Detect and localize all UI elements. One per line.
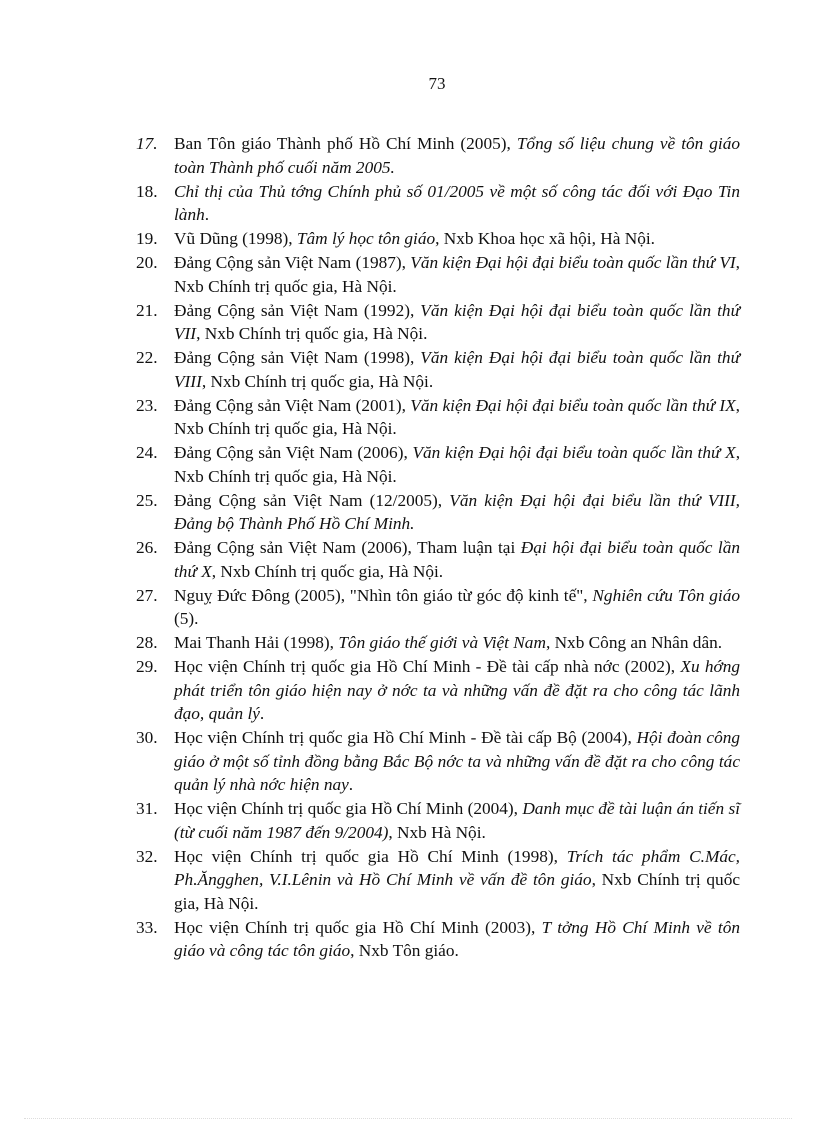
reference-number: 32. bbox=[136, 846, 158, 866]
reference-title: Trích tác phẩm C.Mác, Ph.Ăngghen, V.I.Lênin và Hồ Chí Minh về vấn đề tôn giáo bbox=[174, 846, 740, 889]
reference-number: 25. bbox=[136, 490, 158, 510]
reference-title: Tôn giáo thế giới và Việt Nam bbox=[338, 633, 546, 652]
reference-number: 26. bbox=[136, 538, 158, 557]
reference-text bbox=[174, 251, 740, 298]
reference-item bbox=[136, 346, 740, 393]
reference-segment: Đảng Cộng sản Việt Nam (1992), bbox=[174, 300, 421, 320]
reference-segment: Ban Tôn giáo Thành phố Hồ Chí Minh (2005), bbox=[174, 134, 517, 153]
reference-number: 23. bbox=[136, 395, 158, 415]
reference-number: 27. bbox=[136, 585, 158, 605]
reference-title: Xu hớng phát triển tôn giáo hiện nay ở nớc ta và những vấn đề đặt ra cho công tác lãnh đạo, quản lý bbox=[174, 657, 740, 723]
reference-segment: , Nxb Khoa học xã hội, Hà Nội. bbox=[435, 229, 655, 248]
reference-segment: Học viện Chính trị quốc gia Hồ Chí Minh (2003), bbox=[174, 917, 542, 937]
reference-segment: Vũ Dũng (1998), bbox=[174, 229, 297, 248]
reference-item bbox=[136, 227, 740, 251]
reference-item bbox=[136, 132, 740, 179]
reference-item bbox=[136, 299, 740, 346]
reference-segment: , Nxb Hà Nội. bbox=[388, 822, 486, 842]
reference-text bbox=[174, 489, 740, 536]
reference-item bbox=[136, 394, 740, 441]
reference-title: Văn kiện Đại hội đại biểu toàn quốc lần thứ VI bbox=[410, 253, 736, 272]
reference-text bbox=[174, 441, 740, 488]
reference-text bbox=[174, 394, 740, 441]
reference-title: Hội đoàn công giáo ở một số tỉnh đồng bằng Bắc Bộ nớc ta và những vấn đề đặt ra cho công tác quản lý nhà nớc hiện nay bbox=[174, 728, 740, 794]
reference-segment: Đảng Cộng sản Việt Nam (1987), bbox=[174, 253, 411, 272]
reference-title: Văn kiện Đại hội đại biểu toàn quốc lần thứ IX bbox=[410, 395, 736, 415]
reference-number: 31. bbox=[136, 799, 158, 818]
reference-segment: , Nxb Chính trị quốc gia, Hà Nội. bbox=[201, 371, 434, 391]
reference-item bbox=[136, 726, 740, 797]
reference-segment: , Nxb Chính trị quốc gia, Hà Nội. bbox=[174, 253, 740, 296]
reference-text bbox=[174, 346, 740, 393]
reference-item bbox=[136, 916, 740, 963]
reference-segment: Học viện Chính trị quốc gia Hồ Chí Minh (2004), bbox=[174, 799, 523, 818]
reference-item bbox=[136, 655, 740, 726]
reference-number: 21. bbox=[136, 300, 158, 320]
reference-text bbox=[174, 797, 740, 844]
page-number: 73 bbox=[428, 74, 446, 93]
reference-title: Văn kiện Đại hội đại biểu toàn quốc lần thứ VIII bbox=[174, 348, 740, 391]
reference-title: Chỉ thị của Thủ tớng Chính phủ số 01/2005 về một số công tác đối với Đạo Tin lành bbox=[174, 181, 740, 224]
reference-title: Đại hội đại biểu toàn quốc lần thứ X bbox=[174, 538, 740, 581]
reference-segment: Đảng Cộng sản Việt Nam (2006), Tham luận tại bbox=[174, 538, 521, 557]
reference-number: 17. bbox=[136, 134, 158, 153]
reference-segment: , Nxb Chính trị quốc gia, Hà Nội. bbox=[196, 324, 428, 343]
reference-item bbox=[136, 631, 740, 655]
reference-title: Nghiên cứu Tôn giáo bbox=[592, 585, 740, 605]
reference-number: 22. bbox=[136, 348, 158, 367]
reference-number: 24. bbox=[136, 443, 158, 462]
reference-item bbox=[136, 441, 740, 488]
reference-title: Văn kiện Đại hội đại biểu lần thứ VIII, Đảng bộ Thành Phố Hồ Chí Minh. bbox=[174, 490, 740, 533]
reference-segment: , Nxb Chính trị quốc gia, Hà Nội. bbox=[174, 443, 741, 486]
reference-title: T tởng Hồ Chí Minh về tôn giáo và công tác tôn giáo bbox=[174, 917, 740, 960]
reference-number: 18. bbox=[136, 181, 158, 201]
reference-item bbox=[136, 584, 740, 631]
reference-title: Văn kiện Đại hội đại biểu toàn quốc lần thứ VII bbox=[174, 300, 740, 343]
reference-segment: , Nxb Chính trị quốc gia, Hà Nội. bbox=[211, 561, 444, 581]
reference-segment: Học viện Chính trị quốc gia Hồ Chí Minh - Đề tài cấp Bộ (2004), bbox=[174, 728, 637, 747]
reference-item bbox=[136, 489, 740, 536]
reference-title: Danh mục đề tài luận án tiến sĩ (từ cuối năm 1987 đến 9/2004) bbox=[174, 799, 740, 842]
reference-text bbox=[174, 227, 740, 251]
reference-number: 20. bbox=[136, 253, 158, 272]
reference-title: Văn kiện Đại hội đại biểu toàn quốc lần thứ X bbox=[412, 443, 736, 462]
reference-text bbox=[174, 584, 740, 631]
reference-text bbox=[174, 726, 740, 797]
reference-text bbox=[174, 132, 740, 179]
reference-segment: , Nxb Chính trị quốc gia, Hà Nội. bbox=[174, 870, 741, 913]
reference-text bbox=[174, 655, 740, 726]
reference-item bbox=[136, 180, 740, 227]
reference-text bbox=[174, 180, 740, 227]
reference-segment: . bbox=[259, 704, 265, 723]
reference-segment: Học viện Chính trị quốc gia Hồ Chí Minh - Đề tài cấp nhà nớc (2002), bbox=[174, 657, 681, 676]
reference-segment: . bbox=[348, 775, 354, 794]
reference-text bbox=[174, 631, 740, 655]
reference-number: 28. bbox=[136, 633, 158, 652]
reference-number: 33. bbox=[136, 917, 158, 937]
reference-segment: , Nxb Chính trị quốc gia, Hà Nội. bbox=[174, 395, 740, 438]
reference-segment: , Nxb Công an Nhân dân. bbox=[545, 633, 723, 652]
reference-item bbox=[136, 536, 740, 583]
reference-item bbox=[136, 251, 740, 298]
footer-divider bbox=[24, 1118, 792, 1119]
reference-segment: . bbox=[204, 205, 210, 224]
reference-text bbox=[174, 536, 740, 583]
reference-text bbox=[174, 299, 740, 346]
reference-item bbox=[136, 797, 740, 844]
reference-list bbox=[136, 132, 740, 963]
reference-segment: Nguỵ Đức Đông (2005), "Nhìn tôn giáo từ góc độ kinh tế", bbox=[174, 585, 593, 605]
reference-number: 30. bbox=[136, 728, 158, 747]
reference-segment: Mai Thanh Hải (1998), bbox=[174, 633, 339, 652]
reference-segment: Đảng Cộng sản Việt Nam (2001), bbox=[174, 395, 411, 415]
reference-segment: Đảng Cộng sản Việt Nam (1998), bbox=[174, 348, 421, 367]
reference-number: 19. bbox=[136, 229, 158, 248]
reference-segment: Đảng Cộng sản Việt Nam (12/2005), bbox=[174, 490, 450, 510]
reference-item bbox=[136, 845, 740, 916]
reference-segment: (5). bbox=[174, 609, 199, 628]
reference-title: Tâm lý học tôn giáo bbox=[296, 229, 436, 248]
reference-title: Tổng số liệu chung về tôn giáo toàn Thành phố cuối năm 2005. bbox=[174, 134, 741, 177]
reference-segment: Đảng Cộng sản Việt Nam (2006), bbox=[174, 443, 413, 462]
reference-segment: Học viện Chính trị quốc gia Hồ Chí Minh (1998), bbox=[174, 846, 567, 866]
reference-number: 29. bbox=[136, 657, 158, 676]
reference-text bbox=[174, 916, 740, 963]
reference-text bbox=[174, 845, 740, 916]
reference-segment: , Nxb Tôn giáo. bbox=[350, 941, 459, 960]
